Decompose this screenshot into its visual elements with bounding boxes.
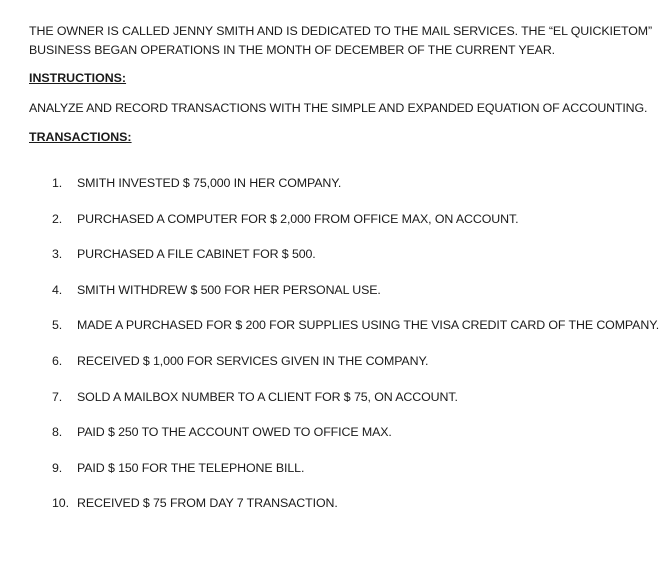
transaction-item bbox=[29, 494, 665, 512]
transaction-text: PURCHASED A FILE CABINET FOR $ 500. bbox=[77, 247, 316, 262]
transactions-list bbox=[29, 174, 665, 512]
transaction-item bbox=[29, 459, 665, 477]
intro-line-2: BUSINESS BEGAN OPERATIONS IN THE MONTH OF DECEMBER OF THE CURRENT YEAR. bbox=[29, 43, 556, 57]
transaction-item bbox=[29, 281, 665, 299]
intro-paragraph bbox=[29, 22, 665, 60]
transaction-text: PURCHASED A COMPUTER FOR $ 2,000 FROM OFFICE MAX, ON ACCOUNT. bbox=[77, 211, 519, 226]
transaction-item bbox=[29, 174, 665, 192]
transaction-text: PAID $ 150 FOR THE TELEPHONE BILL. bbox=[77, 460, 305, 475]
transaction-text: SMITH WITHDREW $ 500 FOR HER PERSONAL USE. bbox=[77, 282, 381, 297]
transaction-item bbox=[29, 352, 665, 370]
transaction-item bbox=[29, 245, 665, 263]
transaction-number: 9. bbox=[52, 460, 63, 475]
transaction-number: 8. bbox=[52, 425, 63, 440]
transaction-number: 7. bbox=[52, 389, 63, 404]
transaction-text: RECEIVED $ 1,000 FOR SERVICES GIVEN IN THE COMPANY. bbox=[77, 353, 429, 368]
transaction-text: MADE A PURCHASED FOR $ 200 FOR SUPPLIES USING THE VISA CREDIT CARD OF THE COMPANY. bbox=[77, 318, 660, 333]
transaction-item bbox=[29, 316, 665, 334]
document-body bbox=[29, 22, 665, 530]
transaction-number: 4. bbox=[52, 282, 63, 297]
transaction-text: PAID $ 250 TO THE ACCOUNT OWED TO OFFICE MAX. bbox=[77, 425, 392, 440]
intro-line-1: THE OWNER IS CALLED JENNY SMITH AND IS DEDICATED TO THE MAIL SERVICES. THE “EL QUICKIETOM” bbox=[29, 24, 653, 38]
transaction-text: RECEIVED $ 75 FROM DAY 7 TRANSACTION. bbox=[77, 496, 338, 511]
instructions-text: ANALYZE AND RECORD TRANSACTIONS WITH THE SIMPLE AND EXPANDED EQUATION OF ACCOUNTING. bbox=[29, 101, 648, 115]
instructions-heading: INSTRUCTIONS: bbox=[29, 71, 127, 85]
transaction-number: 3. bbox=[52, 247, 63, 262]
transaction-number: 5. bbox=[52, 318, 63, 333]
transaction-number: 2. bbox=[52, 211, 63, 226]
transaction-number: 10. bbox=[52, 496, 69, 511]
transaction-item bbox=[29, 388, 665, 406]
transaction-item bbox=[29, 210, 665, 228]
transaction-text: SOLD A MAILBOX NUMBER TO A CLIENT FOR $ 75, ON ACCOUNT. bbox=[77, 389, 458, 404]
transaction-text: SMITH INVESTED $ 75,000 IN HER COMPANY. bbox=[77, 176, 342, 190]
transaction-item bbox=[29, 423, 665, 441]
transaction-number: 1. bbox=[52, 176, 63, 190]
transactions-heading: TRANSACTIONS: bbox=[29, 130, 132, 144]
transaction-number: 6. bbox=[52, 353, 63, 368]
